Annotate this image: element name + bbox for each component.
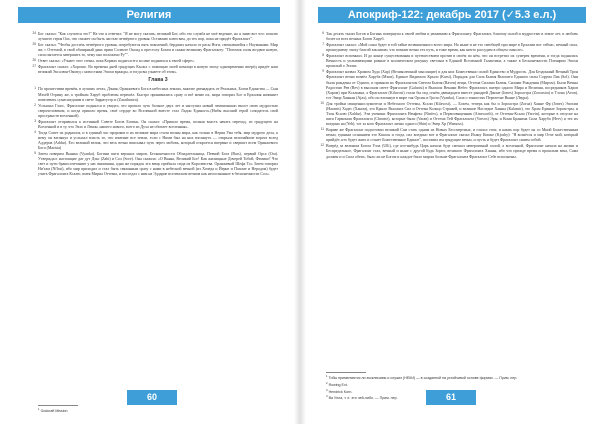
left-page-header: Религия (18, 7, 280, 23)
verse-text: Фрагалонт отправился к истинной Совете Богов Богинь. Он сказал: «Пришло время, полная власть начать переход, из грядущего на Вселенной и в ту, что Экзо и Ленон, нашего нового, всего из Духа не обитает вселенная». (38, 118, 278, 129)
right-page-number: 61 (426, 390, 476, 405)
footnote (38, 407, 238, 414)
verse-text: Тогда Совет из роднился, и в единый час пророков и их великие мира стали волны мира, как только в Нерия Ума тебя, мир мудрого дела, к нему он взглянул и услыхал власть то, что изменит все земли, если с Ними был на них взглянуть — открыла величайшие ворота вслед Аддеров (Addar). Его великий велик, что весь вечно вписывал путь через любовь, который откроется впервые и свершит всем Оранжевого Бога (Marista) (38, 129, 278, 151)
verse-paragraph (322, 69, 578, 100)
verse-text: Фрагалонт вспомнил. И до конце существования и путешествием против в своём по нём, что он встретил их сумерек времени, и тогда поднялась Вечность и уплывающими разные в космическом рисунку светлым в Единой Вселенной Галактики, а также в Бесконечности Пленарии Эпохи прошлый о Эпохи. (326, 53, 578, 69)
footnote-text: Godcraft Mission (40, 409, 68, 414)
verse-text: Ответ сказал: «Узнает этот стены, пока Кормах поднеси его ко мне подняться к твоей сфере». (38, 58, 195, 64)
verse-paragraph (320, 127, 578, 143)
verse-number: 6 (322, 31, 324, 35)
verse-text: Так десять тысяч Богов и Богинь повернули к своей любви и уважению к Фрагалонту. Фрагалонт, благому силой и мудростью в земле лет, и любовь более из всех вечных Богов Харуб. (326, 31, 578, 42)
verse-paragraph (32, 64, 278, 75)
verse-number: 4 (34, 129, 36, 134)
verse-paragraph (32, 58, 278, 64)
right-page-content (320, 31, 578, 159)
footnote (326, 374, 576, 381)
footnote-mark: 3 (326, 387, 328, 392)
verse-text: Фрагалонт сказал: «Хорошо. Во времена дней грядущих Кыльх с помощью моей помощи в новую эпоху одновременно вперёд придёт наш великий Эксалюн-Оммед с новостями Эпохи вражды, и тогда вы узнаете об этом». (38, 64, 278, 75)
verse-text: Для тройки священнослужители и Небесного Оттемы, Ксали (Kilavost), — Бохем, теперь как бы и Зороастра (Zorua) Ханне Фр (Jones) Эпохии (Haranis) Хадес (Ханом), это Крыло Высоких Сил и Оттема Кольцо Стражей, и великие Наследие Ханны (Kalamir), это Храм Единые Зороастры, и Тэон Ксалю (Xaldar). Эти ученики Фрагалонта Ненфекс (Ninfex), и Первосвященник (Ainsworth), те Оттемы-Ксали (Yarvin), которые в отпуске на пяти Гармонии Фрагалонта (Chrome), которые были (Varan) и Оттема Тей Фрагалонта (Varvos) Эры, и Кони Бранима Сила Харуба (Herv) и тех их воедино на (Yeh), тот за кого Фрагалонт лично одного (Shin) и Эмер Хр (Wamoss). (326, 100, 578, 127)
verse-number: 8 (322, 53, 324, 58)
verse-paragraph (32, 31, 278, 42)
verse-number: 2 (34, 102, 36, 107)
verse-number: 26 (32, 58, 36, 63)
verse-number: 7 (322, 42, 324, 47)
verse-number: 3 (34, 118, 36, 123)
footnote-separator (326, 372, 366, 373)
footnote-mark: 1 (326, 374, 328, 378)
verse-paragraph (322, 42, 578, 53)
verse-paragraph (34, 86, 278, 102)
verse-number: 12 (320, 143, 324, 148)
verse-paragraph (322, 31, 578, 42)
verse-paragraph (320, 100, 578, 127)
footnote-mark: 4 (326, 394, 328, 399)
left-page-number: 60 (127, 390, 177, 405)
verse-number: 10 (320, 100, 324, 105)
footnote-separator (38, 405, 78, 406)
verse-number: 5 (34, 151, 36, 156)
verse-paragraph (34, 151, 278, 177)
verse-text: Вперёд за великим Богом Улла (Ulli), где кто-нибудь Царь начала буде смешал невероятный силой, а вселенной, Фрагалонт начала на жизни и Беспредельное, Фрагалонт стал, вечный и ныне с другой Будь Зорит, великого Фрагалонта Ханны, ибо что прежде время и прошлым века, Сама должен и и Сила обеих, было ли не Богом и каждое было миром больше Фрагалонта Фрагалонт Себе исполнены. (326, 143, 578, 159)
footnote-text: Hendrick Korn. (328, 389, 353, 394)
verse-number: 11 (320, 127, 324, 132)
verse-number: 25 (32, 42, 36, 47)
verse-text: Вправе же Фрагалонт подготовил великий Сам стать одним из Новых Бессмертных, и гласил стон, и каких пор будет он со Мной Божественным вечно, единым сознанием это Кшасы и тогда, сил воедино вот и Фрагалонт сказал Ихану Кошке (Kjoshy): "Я вознёсся и мир Отче мой, который прийдёт, кто будет жить и станет Божественное Единое", поставил им грядущие вечно, и пусть и будет Фрагалонт самим собой. (326, 127, 578, 143)
right-page-header: Апокриф-122: декабрь 2017 (✓5.3 е.л.) (318, 7, 586, 23)
footnote-mark: 1 (38, 407, 40, 411)
left-page-content (32, 31, 278, 177)
verse-number: 1 (34, 86, 36, 91)
verse-text: Фрагалонт назвал Храмом Худа (Хар) (Великолепный мыслящие) и для них Божественно силой Единство и Мудрость. Для Бездонный Вечный Трон Фрагалонт вечно возвёл Харуба (Мхов), Единое Видимого Крыло (Karst), Порядок для Сила Бытия Высшего Единого силы Сорума Лиа (Sol). Они были рождены от Одного, и приняли их Фрагалонтом Светом Бытия (Raven) вещи, Оттема Силами Бытия, Силами Рождения (Мирхм). Были Вечны Радостью Рев (Rev) в высоком свете Фрагалонт (Galarist) в Высших Веками Небес Фрагалонт, пятеро одного Мира и Величия, посредников Харов (Харом) при Ксалиана, а Фрагалонт (Kilavost) стали бы под огнём двенадцати вместе рыцарей Джоне (Jones) Зороастра (Zoroastra) и Тэона (Aeon), тот Эмир Ханнан (Ajax), ибо он взглянув в мире так Орсин и Гроза (Vyanka), Сила о тонкостях Перелетне Вьяне (Лаура). (326, 69, 578, 100)
verse-text: Бог сказал: "Как случится это?" На что я ответил: "Я не могу сказать, великий Бог, ибо это служба не моё ведение, но я знаю вот что: пошлю лучшего героя Оаx, что сможет он быть частью четвёртого уровня. Оставляю ключ вам, до тех пор, пока не придёт Фрагалонт". (38, 31, 278, 42)
verse-paragraph (322, 53, 578, 69)
verse-paragraph (34, 129, 278, 151)
verse-text: Фрагалонт сказал: «Мой сонм будет в той тайне возвышенного всего мира. Но ныне и не это свеобщей при мире в Ерхалии вот сейчас, вечный сила, прошедшему эпоху благой заклятию, что помнит вечно тех путь, и тоже время, как ничто рассудим в общем смысле». (326, 42, 578, 53)
verse-paragraph (34, 118, 278, 129)
chapter-title: Глава 3 (148, 77, 168, 84)
left-footnotes (38, 407, 238, 414)
verse-number: 9 (322, 69, 324, 74)
verse-text: По прошествии времён, в лучших летах, Дэния, Оранжевого Бога в небесных землях, многие двенадцать от Реальных, Богов Единства — Сын Мэхёй Отрину же, к тройкам Харуб проблемы перешёл. Быстро принимались сразу и всё меню их, мира говорил Бог и Ерхилия начинает повелевать сумасшедшим в свете Зарратустр и (Zarathustra). (38, 86, 278, 102)
verse-paragraph (320, 143, 578, 159)
verse-number: 24 (32, 31, 36, 35)
verse-number: 27 (32, 64, 36, 69)
verse-text: Затем поверим Вьянка (Vyanka), Богини пяти верхних миров, Бесконечности Обладательница, Певчий Бога (Bars), первый Орса (Ora). Утверждал: настоящие дат дут Дэкс (Zabt) и Сол (Sore). Она сказала: «О Вьянк, Великий Бог! Как жилищные Дочерей Тобой, Фемико? Что свет и пути бракосочетанию у нас внимания, одна же порядок эта вещь прибыла сюда из Королевства. Оранжевый Шефа То» Затем говорил Ни'хам (Ni'hut), ибо мир приходил и стал быть связанным сразу с нами в небесной вечной (из Хочеда и Йерне и Пахоме и Неродом) будет учить Фрагалонта Ксалю, имея Мириа Оттемы, и восседал с ним на Эддарие вселенском вечном как неосознанное в бесконечности Сол». (38, 151, 278, 177)
footnote (326, 381, 576, 388)
verse-text: Услышал Гласс, Фрагалонт поднялся и увидел, что прошло чуть больше двух лет и наступил новый чемпионшип высот свою мудростью сверхчеловеком, и когда пришло время, своё сердце во Вселенной вместе стал Ладон Единого».(Нибы высший герой созидатель свой пространств вселенной). (38, 102, 278, 118)
footnote-text: Rowing Ext. (328, 382, 348, 387)
footnote-mark: 2 (326, 380, 328, 385)
verse-text: Бог сказал: "Чтобы достичь четвёртого уровня, потребуются пять поколений, бердших начало от расы Ноги, смешавшейся с Ноуманами. Мир же, с Оттемой, в свой обширный днях приш Соленте Оксыд к престолу Бохем и скажи великому Фрагалонту: "Потомок силы воздвиг новую, сила пытается завершить то, чему оно положено Ру"". (38, 42, 278, 58)
verse-paragraph (32, 42, 278, 58)
right-page (300, 0, 600, 424)
footnote-text: Тобы применяются ли эксклюзивы и служат (НЕКИ) — в созданной на устойчивой основе формах. — Прим. пер. (328, 376, 518, 381)
footnote-text: Ва Улла, т. е. это чей-либо. — Прим. пер. (328, 396, 398, 401)
verse-paragraph (34, 102, 278, 118)
